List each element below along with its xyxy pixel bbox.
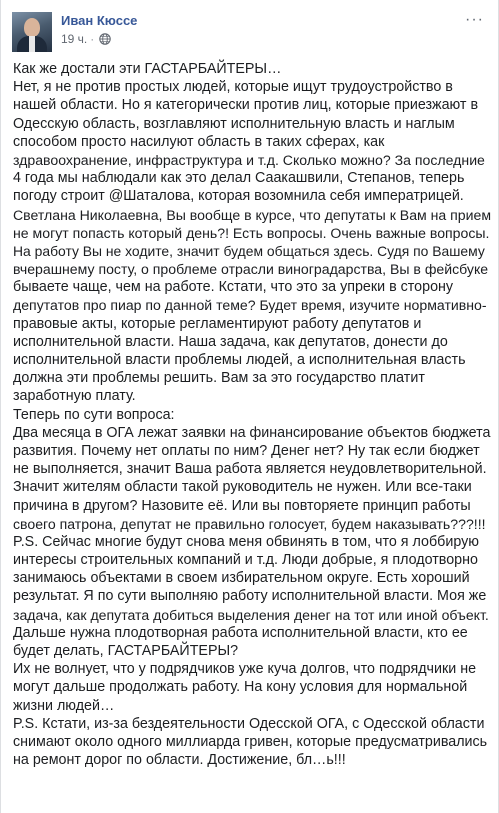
more-options-icon[interactable]: ··· <box>465 11 484 28</box>
post-text-line: депутатов про пиар по данной теме? Будет время, изучите нормативно- <box>13 297 487 314</box>
post-header <box>1 0 498 60</box>
post-text-line: Как же достали эти ГАСТАРБАЙТЕРЫ… <box>13 61 282 77</box>
post-text-line: На работу Вы не ходите, значит будем общаться здесь. Судя по Вашему <box>13 242 485 259</box>
post-text-line: Значит жителям области такой руководитель не нужен. Или все-таки <box>13 479 472 496</box>
avatar-shirt <box>29 36 35 52</box>
post-text-line: бываете чаще, чем на работе. Кстати, что это за упреки в сторону <box>13 279 454 296</box>
post-text-line: Теперь по сути вопроса: <box>13 406 175 423</box>
post-text-line: задача, как депутата добиться выделения денег на тот или иной объект. <box>13 606 489 623</box>
post-text-line: могут дальше продолжать работу. На кону условия для нормальной <box>13 679 468 696</box>
post-text-line: интересы строительных компаний и т.д. Люди добрые, я плодотворно <box>13 552 478 569</box>
post-text-line: причина в другом? Назовите её. Или вы повторяете принцип работы <box>13 497 471 514</box>
post-text-line: Нет, я не против простых людей, которые ищут трудоустройство в <box>13 79 453 96</box>
post-text-line: не могут попасть который день?! Есть вопросы. Очень важные вопросы. <box>13 224 490 241</box>
post-text <box>13 60 491 769</box>
globe-icon[interactable] <box>99 33 111 45</box>
post-meta <box>61 32 111 46</box>
post-text-line: исполнительной власти. Наша задача, как депутатов, донести до <box>13 333 448 350</box>
avatar-head <box>24 18 40 37</box>
post-text-line: нашей области. Но я категорически против лиц, которые приезжают в <box>13 97 479 114</box>
meta-separator: · <box>90 32 95 46</box>
post-text-line: занимаюсь объектами в своем избирательном округе. Есть хороший <box>13 570 470 587</box>
post-text-line: Одесскую область, возглавляют исполнительную власть и наглым <box>13 115 455 132</box>
author-name[interactable]: Иван Кюссе <box>61 13 138 28</box>
post-text-line: не выполняется, значит Ваша работа является неудовлетворительной. <box>13 461 487 478</box>
post-text-line: здравоохранение, инфраструктура и т.д. Сколько можно? За последние <box>13 151 485 168</box>
post-text-line: развития. Почему нет оплаты по ним? Денег нет? Ну так если бюджет <box>13 442 480 459</box>
post-text-line: способом просто насилуют область в таких сферах, как <box>13 133 385 150</box>
post-text-line: Их не волнует, что у подрядчиков уже куча долгов, что подрядчики не <box>13 661 477 678</box>
post-text-line: заработную плату. <box>13 388 136 405</box>
post-text-line: Два месяца в ОГА лежат заявки на финансирование объектов бюджета <box>13 424 491 441</box>
post-text-line: снимают около одного миллиарда гривен, которые предусматривались <box>13 733 488 750</box>
post-text-line: Светлана Николаевна, Вы вообще в курсе, что депутаты к Вам на прием <box>13 206 492 223</box>
post-text-line: P.S. Сейчас многие будут снова меня обвинять в том, что я лоббирую <box>13 533 479 550</box>
post-text-line: P.S. Кстати, из-за бездеятельности Одесской ОГА, с Одесской области <box>13 715 485 732</box>
post-text-line: погоду строит @Шаталова, которая возомнила себя императрицей. <box>13 188 464 205</box>
post-text-line: на ремонт дорог по области. Достижение, бл…ь!!! <box>13 752 346 769</box>
post-text-line: жизни людей… <box>13 697 115 714</box>
post-timestamp[interactable]: 19 ч. <box>61 32 88 46</box>
post-text-line: результат. Я по сути выполняю работу исполнительной власти. Моя же <box>13 588 487 605</box>
post-text-line: правовые акты, которые регламентируют работу депутатов и <box>13 315 422 332</box>
post-text-line: будет делать, ГАСТАРБАЙТЕРЫ? <box>13 643 239 659</box>
post-text-line: Дальше нужна плодотворная работа исполнительной власти, кто ее <box>13 624 468 641</box>
post-text-line: должна эти проблемы решить. Вам за это государство платит <box>13 370 425 387</box>
post-text-line: вчерашнему посту, о проблеме отрасли виноградарства, Вы в фейсбуке <box>13 261 489 278</box>
avatar[interactable] <box>12 12 52 52</box>
post-text-line: исполнительной власти проблемы людей, а исполнительная власть <box>13 352 466 368</box>
post-text-line: 4 года мы наблюдали как это делал Саакашвили, Степанов, теперь <box>13 170 465 187</box>
post-text-line: своего патрона, депутат не правильно голосует, будем наказывать???!!! <box>13 515 486 532</box>
